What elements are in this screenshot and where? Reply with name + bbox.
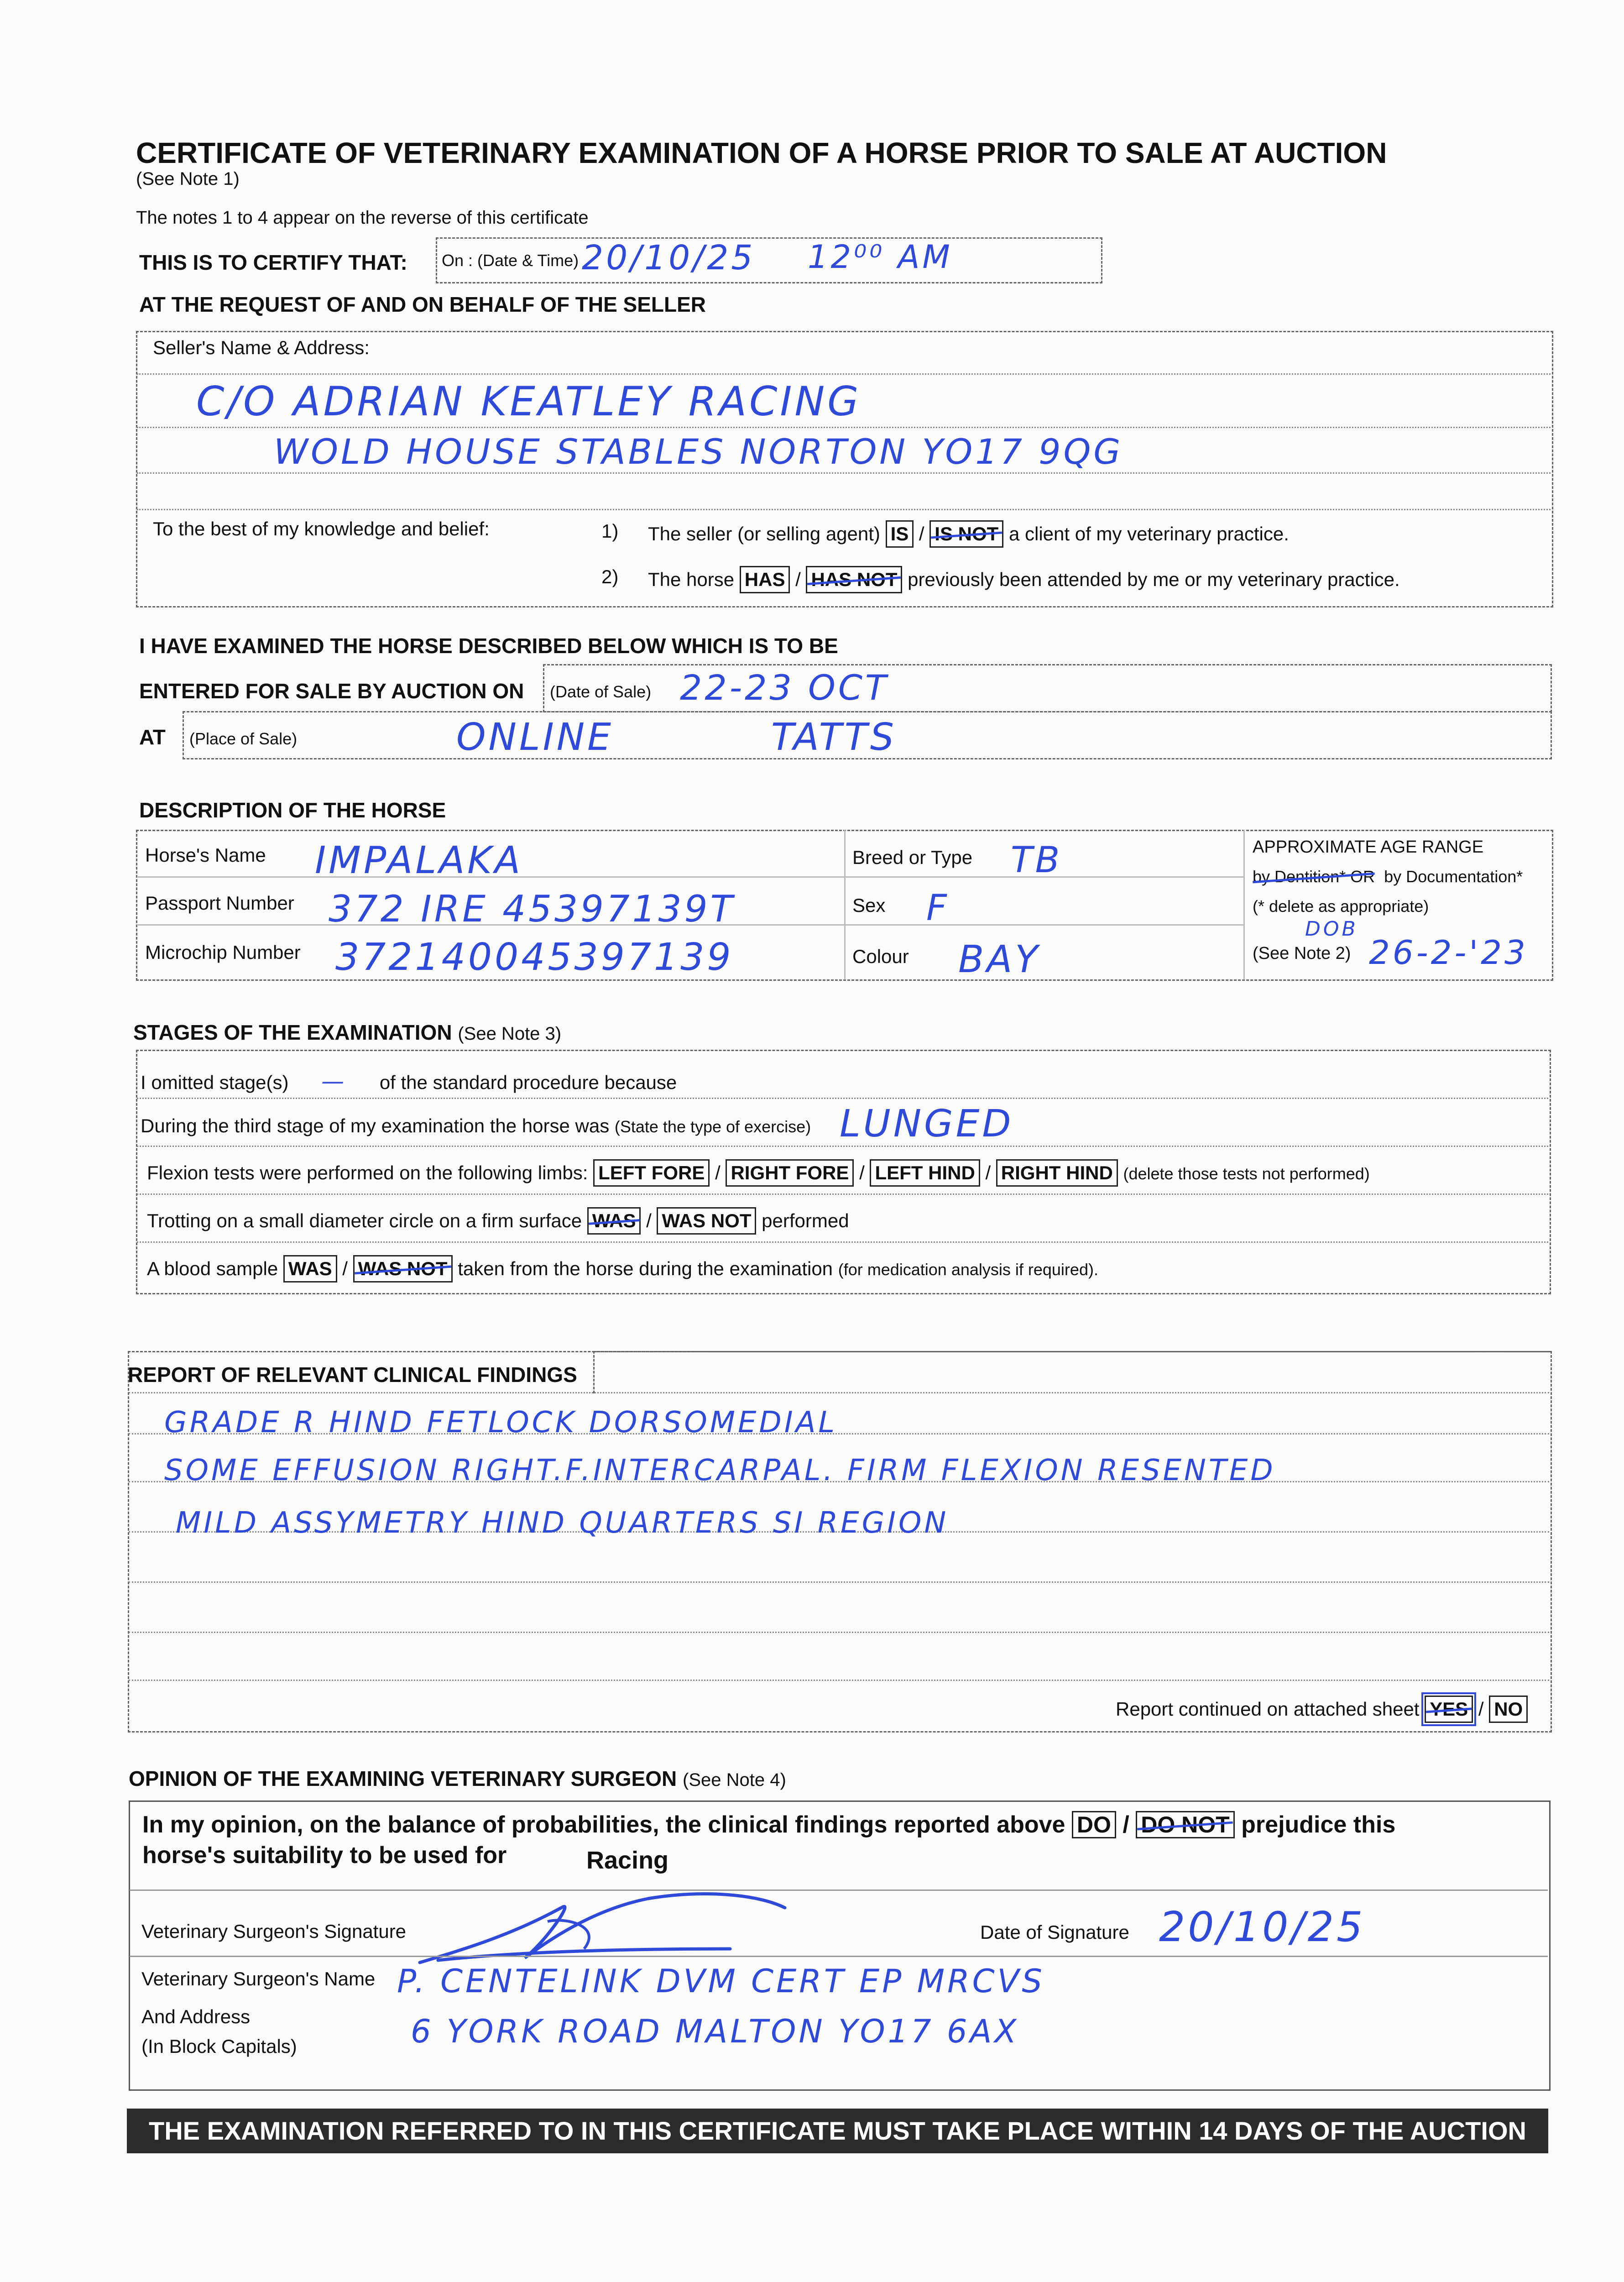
- description-heading: DESCRIPTION OF THE HORSE: [139, 798, 446, 822]
- signature-label: Veterinary Surgeon's Signature: [141, 1921, 407, 1942]
- entered-label: ENTERED FOR SALE BY AUCTION ON: [139, 679, 524, 703]
- blood-was-not-option[interactable]: WAS NOT: [353, 1255, 453, 1282]
- exam-date-value: 20/10/25: [582, 238, 756, 277]
- age-delete-note: (* delete as appropriate): [1253, 897, 1429, 916]
- passport-label: Passport Number: [145, 892, 294, 914]
- continued-yes-option[interactable]: YES: [1425, 1696, 1473, 1723]
- footer-text: THE EXAMINATION REFERRED TO IN THIS CERTIFICATE MUST TAKE PLACE WITHIN 14 DAYS OF THE AUCTION: [149, 2116, 1526, 2145]
- dob-value: 26-2-'23: [1369, 933, 1528, 972]
- is-not-option[interactable]: IS NOT: [929, 520, 1003, 548]
- sex-value: F: [926, 888, 950, 929]
- microchip-label: Microchip Number: [145, 942, 301, 963]
- microchip-value: 372140045397139: [335, 936, 734, 979]
- has-not-option[interactable]: HAS NOT: [806, 566, 902, 593]
- report-heading: REPORT OF RELEVANT CLINICAL FINDINGS: [128, 1363, 577, 1387]
- at-label: AT: [139, 725, 166, 749]
- colour-label: Colour: [852, 946, 909, 967]
- has-option[interactable]: HAS: [740, 566, 790, 593]
- page-title: CERTIFICATE OF VETERINARY EXAMINATION OF A HORSE PRIOR TO SALE AT AUCTION: [136, 136, 1387, 169]
- stages-heading: STAGES OF THE EXAMINATION (See Note 3): [133, 1021, 562, 1044]
- finding-line-3: MILD ASSYMETRY HIND QUARTERS SI REGION: [176, 1506, 949, 1540]
- signature-date-value: 20/10/25: [1159, 1903, 1366, 1951]
- left-hind-option[interactable]: LEFT HIND: [870, 1159, 980, 1187]
- right-hind-option[interactable]: RIGHT HIND: [996, 1159, 1118, 1187]
- by-documentation-option[interactable]: by Documentation*: [1384, 867, 1523, 886]
- trot-was-not-option[interactable]: WAS NOT: [657, 1207, 756, 1235]
- trotting-row: Trotting on a small diameter circle on a firm surface WAS / WAS NOT performed: [147, 1207, 849, 1235]
- omitted-row: I omitted stage(s) — of the standard procedure because: [141, 1068, 677, 1094]
- block-capitals-label: (In Block Capitals): [141, 2036, 297, 2057]
- continued-no-option[interactable]: NO: [1489, 1696, 1528, 1723]
- left-fore-option[interactable]: LEFT FORE: [593, 1159, 710, 1187]
- opinion-line-2: horse's suitability to be used for: [142, 1842, 507, 1869]
- exercise-value: LUNGED: [840, 1102, 1014, 1146]
- third-stage-row: During the third stage of my examination the horse was (State the type of exercise): [141, 1115, 811, 1136]
- item1-number: 1): [601, 520, 619, 542]
- report-continued-row: Report continued on attached sheet YES / NO: [1116, 1696, 1528, 1723]
- horse-attended-row: The horse HAS / HAS NOT previously been attended by me or my veterinary practice.: [648, 566, 1400, 593]
- trot-was-option[interactable]: WAS: [587, 1207, 641, 1235]
- vet-name-value: P. CENTELINK DVM CERT EP MRCVS: [397, 1963, 1045, 2000]
- report-header-fill: [593, 1351, 1551, 1393]
- signature-image: [411, 1880, 799, 1972]
- knowledge-label: To the best of my knowledge and belief:: [153, 518, 490, 539]
- place-of-sale-label: (Place of Sale): [189, 729, 298, 748]
- vet-address-label: And Address: [141, 2006, 251, 2027]
- seller-address-value: WOLD HOUSE STABLES NORTON YO17 9QG: [274, 431, 1123, 472]
- opinion-line-1: In my opinion, on the balance of probabilities, the clinical findings reported above DO / DO NOT prejudice this: [142, 1811, 1396, 1838]
- see-note-1: (See Note 1): [136, 169, 240, 189]
- finding-line-2: SOME EFFUSION RIGHT.F.INTERCARPAL. FIRM FLEXION RESENTED: [164, 1454, 1276, 1487]
- notes-line: The notes 1 to 4 appear on the reverse of this certificate: [136, 208, 589, 228]
- opinion-do-option[interactable]: DO: [1072, 1811, 1116, 1838]
- omitted-value: —: [321, 1068, 347, 1094]
- date-time-label: On : (Date & Time): [442, 251, 579, 270]
- date-of-sale-label: (Date of Sale): [550, 682, 652, 701]
- breed-label: Breed or Type: [852, 847, 973, 868]
- right-fore-option[interactable]: RIGHT FORE: [726, 1159, 854, 1187]
- sex-label: Sex: [852, 895, 886, 916]
- exam-time-value: 12⁰⁰ AM: [808, 238, 953, 276]
- colour-value: BAY: [958, 938, 1041, 981]
- vet-name-label: Veterinary Surgeon's Name: [141, 1968, 376, 1989]
- examined-heading: I HAVE EXAMINED THE HORSE DESCRIBED BELOW WHICH IS TO BE: [139, 634, 838, 658]
- signature-date-label: Date of Signature: [980, 1921, 1129, 1943]
- see-note-2: (See Note 2): [1253, 944, 1351, 963]
- date-of-sale-value: 22-23 OCT: [680, 667, 889, 708]
- seller-name-value: C/O ADRIAN KEATLEY RACING: [196, 378, 862, 425]
- dob-label: DOB: [1305, 917, 1358, 941]
- age-method-row: [1253, 867, 1523, 886]
- horse-name-value: IMPALAKA: [315, 839, 523, 882]
- is-option[interactable]: IS: [886, 520, 914, 548]
- horse-name-label: Horse's Name: [145, 844, 266, 866]
- footer-banner: [127, 2109, 1548, 2153]
- opinion-do-not-option[interactable]: DO NOT: [1136, 1811, 1234, 1838]
- flexion-row: Flexion tests were performed on the following limbs: LEFT FORE / RIGHT FORE / LEFT HIND / RIGHT HIND (delete those tests not performed): [147, 1159, 1370, 1187]
- item2-number: 2): [601, 566, 619, 587]
- blood-row: A blood sample WAS / WAS NOT taken from the horse during the examination (for medication analysis if required).: [147, 1255, 1098, 1282]
- vet-address-value: 6 YORK ROAD MALTON YO17 6AX: [411, 2013, 1019, 2050]
- seller-label: Seller's Name & Address:: [153, 337, 370, 358]
- place-of-sale-value-2: TATTS: [771, 716, 897, 759]
- blood-was-option[interactable]: WAS: [283, 1255, 337, 1282]
- request-heading: AT THE REQUEST OF AND ON BEHALF OF THE SELLER: [139, 293, 706, 316]
- by-dentition-option[interactable]: by Dentition* OR: [1253, 867, 1375, 886]
- passport-value: 372 IRE 45397139T: [329, 888, 736, 930]
- opinion-heading: OPINION OF THE EXAMINING VETERINARY SURGEON (See Note 4): [129, 1767, 786, 1790]
- age-heading: APPROXIMATE AGE RANGE: [1253, 837, 1484, 857]
- breed-value: TB: [1011, 840, 1063, 881]
- seller-client-row: The seller (or selling agent) IS / IS NOT a client of my veterinary practice.: [648, 520, 1289, 548]
- purpose-value: Racing: [586, 1847, 669, 1874]
- place-of-sale-value-1: ONLINE: [456, 716, 614, 759]
- certify-label: THIS IS TO CERTIFY THAT:: [139, 251, 407, 274]
- finding-line-1: GRADE R HIND FETLOCK DORSOMEDIAL: [164, 1406, 837, 1439]
